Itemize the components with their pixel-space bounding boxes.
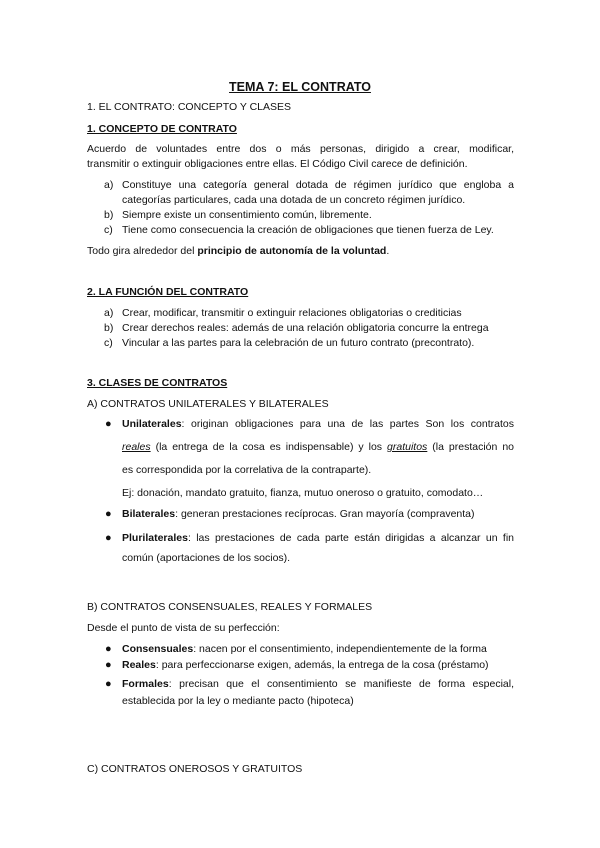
- term-desc: : nacen por el consentimiento, independientemente de la forma: [193, 643, 487, 655]
- closing-bold: principio de autonomía de la voluntad: [197, 245, 387, 257]
- bullet-icon: ●: [105, 508, 112, 520]
- emph-gratuitos: gratuitos: [387, 441, 428, 453]
- term: Reales: [122, 659, 156, 671]
- list-item-text: Constituye una categoría general dotada de régimen jurídico que engloba a: [122, 179, 514, 191]
- closing-text: Todo gira alrededor del: [87, 245, 198, 257]
- section1-para-line1: Acuerdo de voluntades entre dos o más personas, dirigido a crear, modificar,: [87, 143, 514, 155]
- section1-closing: [87, 244, 389, 259]
- list-marker: b): [104, 322, 114, 334]
- outline-heading: 1. EL CONTRATO: CONCEPTO Y CLASES: [87, 101, 292, 113]
- section3-heading: 3. CLASES DE CONTRATOS: [87, 377, 228, 389]
- list-item-text: categorías particulares, cada una dotada de un concreto régimen jurídico.: [122, 194, 466, 206]
- term: Unilaterales: [122, 418, 182, 430]
- section2-heading: 2. LA FUNCIÓN DEL CONTRATO: [87, 286, 249, 298]
- bilateral-line: [122, 507, 475, 522]
- term-desc: (la entrega de la cosa es indispensable) y los: [150, 441, 388, 453]
- term-desc: : originan obligaciones para una de las partes Son los contratos: [181, 418, 514, 430]
- bullet-icon: ●: [105, 532, 112, 544]
- formales-line1: [122, 677, 514, 692]
- term: Formales: [122, 678, 169, 690]
- emph-reales: reales: [122, 441, 151, 453]
- unilateral-line1: [122, 417, 514, 432]
- term: Plurilaterales: [122, 532, 188, 544]
- bullet-icon: ●: [105, 643, 112, 655]
- closing-end: .: [386, 245, 390, 257]
- list-item-text: Siempre existe un consentimiento común, libremente.: [122, 209, 372, 221]
- unilateral-line2: [122, 440, 514, 455]
- list-marker: a): [104, 307, 114, 319]
- list-marker: a): [104, 179, 114, 191]
- subsection-b-intro: Desde el punto de vista de su perfección:: [87, 622, 280, 634]
- bullet-icon: ●: [105, 678, 112, 690]
- reales-line: [122, 658, 489, 673]
- term: Consensuales: [122, 643, 194, 655]
- term-desc: : las prestaciones de cada parte están dirigidas a alcanzar un fin: [187, 532, 514, 544]
- unilateral-line3: es correspondida por la correlativa de la contraparte).: [122, 464, 372, 476]
- list-item-text: Tiene como consecuencia la creación de obligaciones que tienen fuerza de Ley.: [122, 224, 494, 236]
- list-marker: c): [104, 224, 113, 236]
- section1-heading: 1. CONCEPTO DE CONTRATO: [87, 123, 237, 135]
- term-desc: (la prestación no: [427, 441, 514, 453]
- formales-line2: establecida por la ley o mediante pacto (hipoteca): [122, 695, 354, 707]
- plurilateral-line2: común (aportaciones de los socios).: [122, 552, 291, 564]
- subsection-c-heading: C) CONTRATOS ONEROSOS Y GRATUITOS: [87, 763, 303, 775]
- section1-para-line2: transmitir o extinguir obligaciones entre ellas. El Código Civil carece de definición.: [87, 158, 468, 170]
- plurilateral-line1: [122, 531, 514, 546]
- subsection-b-heading: B) CONTRATOS CONSENSUALES, REALES Y FORMALES: [87, 601, 373, 613]
- list-item-text: Vincular a las partes para la celebración de un futuro contrato (precontrato).: [122, 337, 475, 349]
- list-marker: b): [104, 209, 114, 221]
- term-desc: : generan prestaciones recíprocas. Gran mayoría (compraventa): [175, 508, 475, 520]
- subsection-a-heading: A) CONTRATOS UNILATERALES Y BILATERALES: [87, 398, 329, 410]
- term-desc: : para perfeccionarse exigen, además, la entrega de la cosa (préstamo): [155, 659, 489, 671]
- list-marker: c): [104, 337, 113, 349]
- term: Bilaterales: [122, 508, 176, 520]
- bullet-icon: ●: [105, 418, 112, 430]
- list-item-text: Crear, modificar, transmitir o extinguir relaciones obligatorias o crediticias: [122, 307, 462, 319]
- list-item-text: Crear derechos reales: además de una relación obligatoria concurre la entrega: [122, 322, 489, 334]
- page-title: TEMA 7: EL CONTRATO: [229, 80, 371, 94]
- bullet-icon: ●: [105, 659, 112, 671]
- consensuales-line: [122, 642, 487, 657]
- term-desc: : precisan que el consentimiento se manifieste de forma especial,: [168, 678, 514, 690]
- unilateral-example: Ej: donación, mandato gratuito, fianza, mutuo oneroso o gratuito, comodato…: [122, 487, 484, 499]
